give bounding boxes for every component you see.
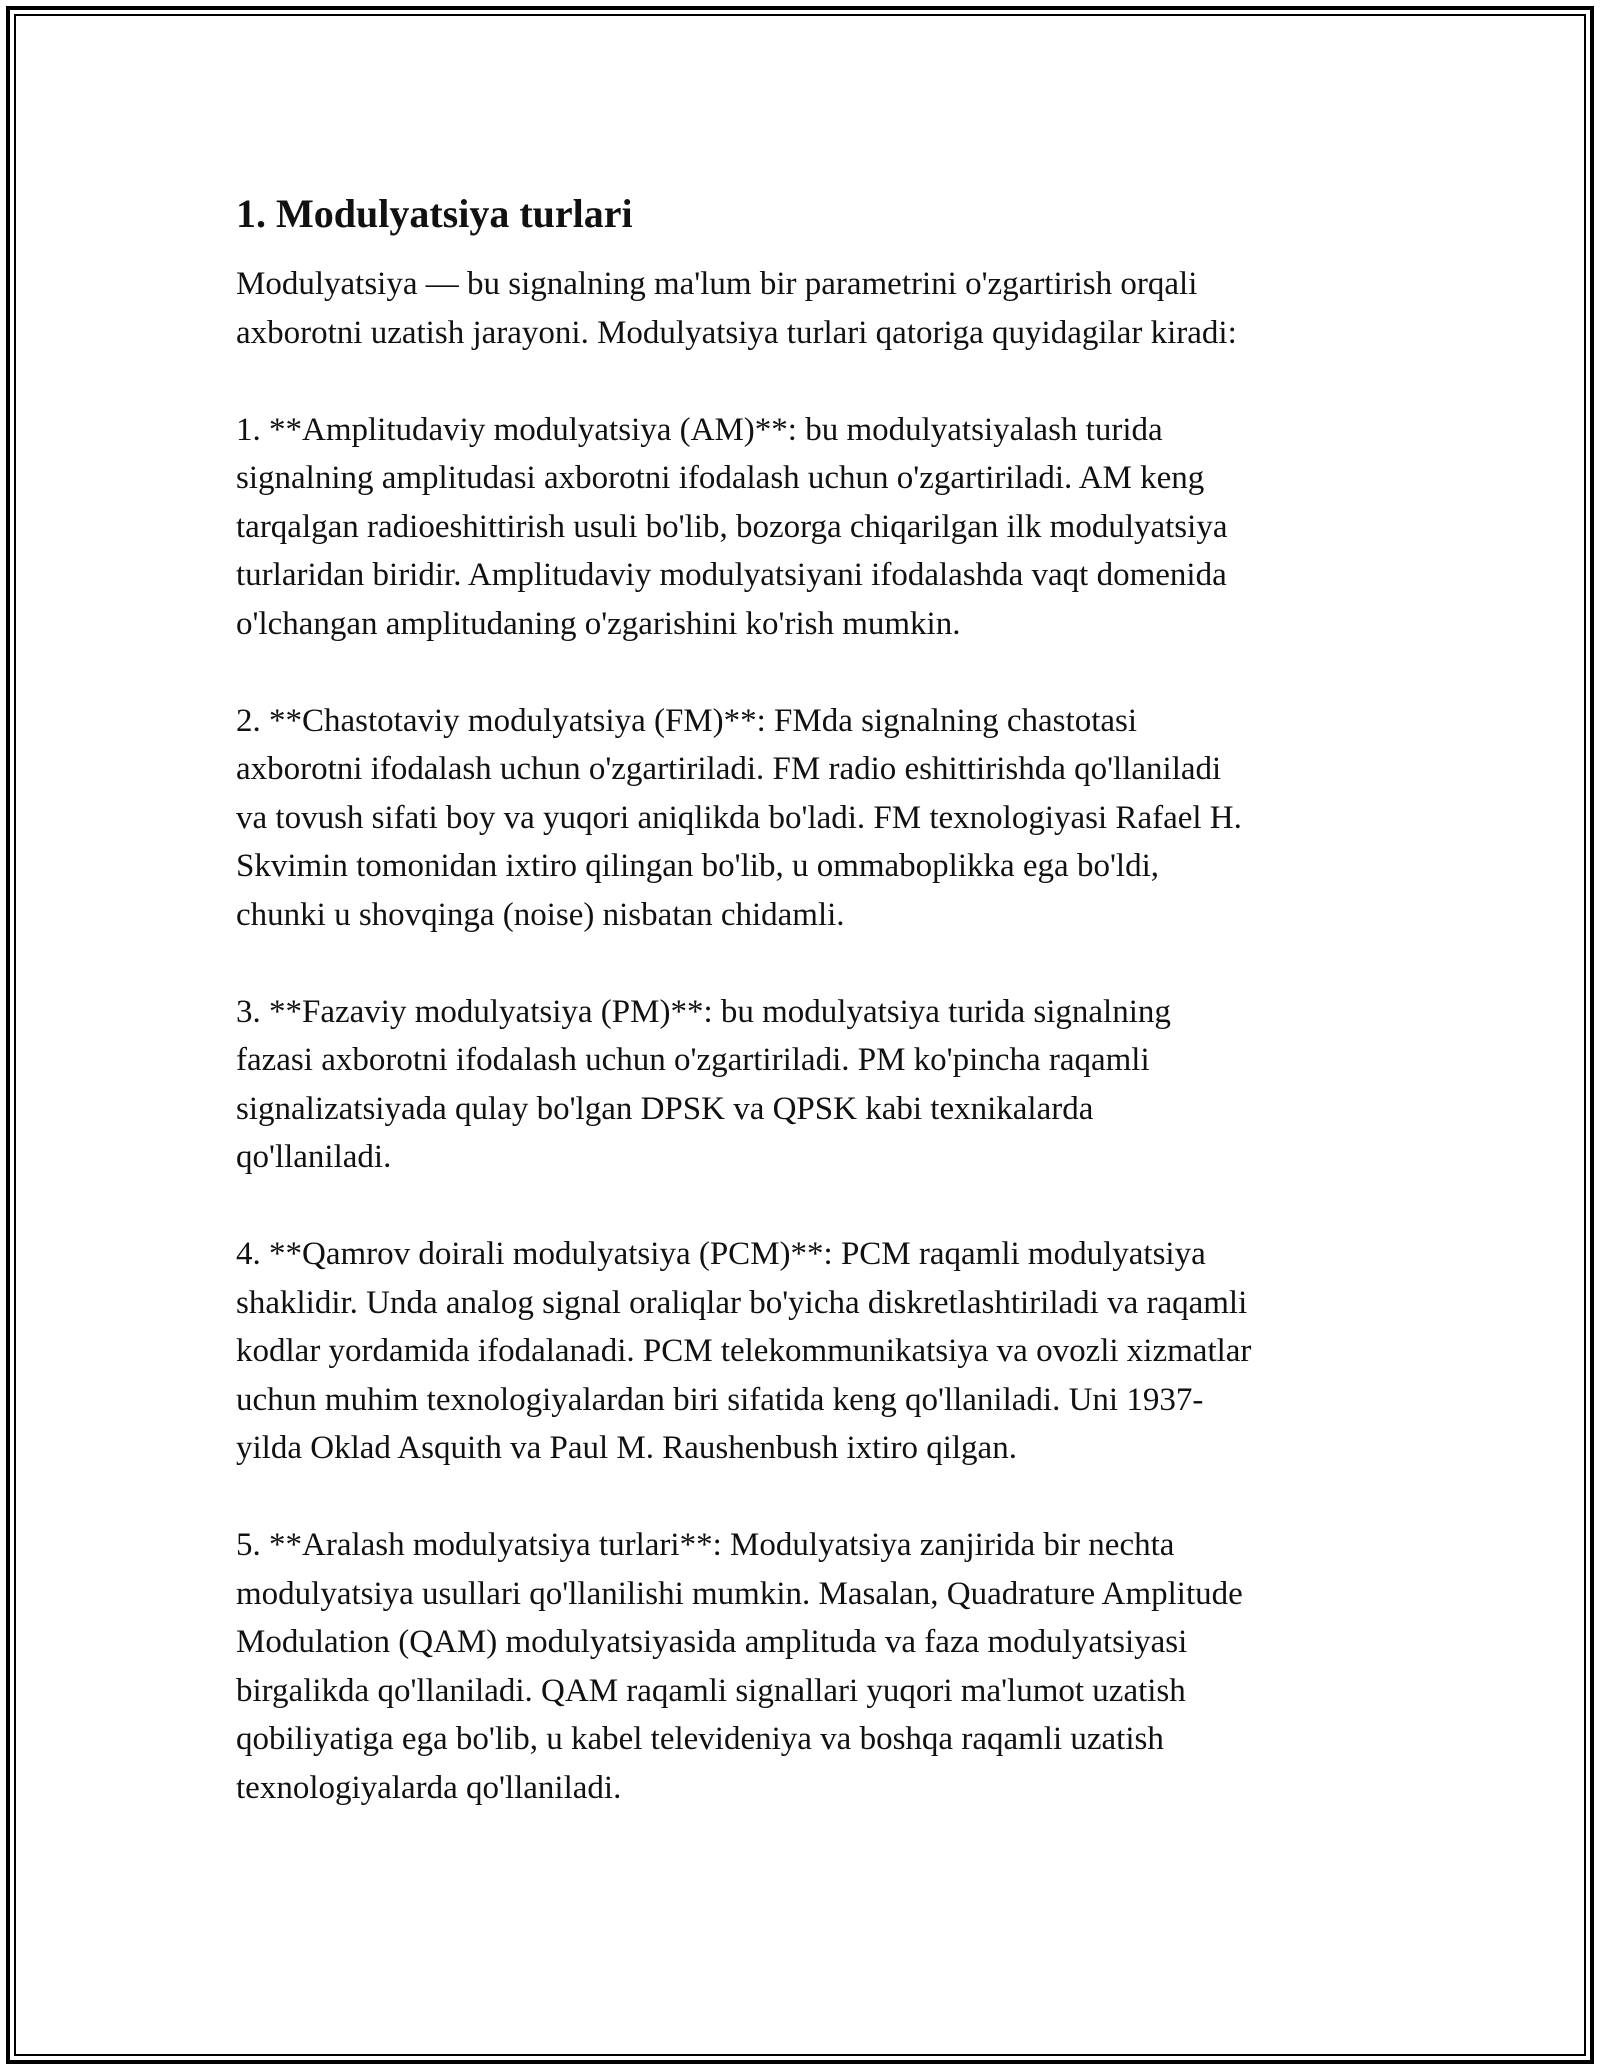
intro-paragraph: Modulyatsiya — bu signalning ma'lum bir parametrini o'zgartirish orqali axborotni uzatish jarayoni. Modulyatsiya turlari qatoriga quyidagilar kiradi: <box>236 266 1237 351</box>
document-body <box>236 186 1370 1861</box>
list-item-fm: 2. **Chastotaviy modulyatsiya (FM)**: FMda signalning chastotasi axborotni ifodalash uchun o'zgartiriladi. FM radio eshittirishda qo'llaniladi va tovush sifati boy va yuqori aniqlikda bo'ladi. FM texnologiyasi Rafael H. Skvimin tomonidan ixtiro qilingan bo'lib, u ommaboplikka ega bo'ldi, chunki u shovqinga (noise) nisbatan chidamli. <box>236 702 1242 933</box>
list-item-pcm: 4. **Qamrov doirali modulyatsiya (PCM)**: PCM raqamli modulyatsiya shaklidir. Unda analog signal oraliqlar bo'yicha diskretlashtiriladi va raqamli kodlar yordamida ifodalanadi. PCM telekommunikatsiya va ovozli xizmatlar uchun muhim texnologiyalardan biri sifatida keng qo'llaniladi. Uni 1937- yilda Oklad Asquith va Paul M. Raushenbush ixtiro qilgan. <box>236 1236 1252 1466</box>
list-item-mixed: 5. **Aralash modulyatsiya turlari**: Modulyatsiya zanjirida bir nechta modulyatsiya usullari qo'llanilishi mumkin. Masalan, Quadrature Amplitude Modulation (QAM) modulyatsiyasida amplituda va faza modulyatsiyasi birgalikda qo'llaniladi. QAM raqamli signallari yuqori ma'lumot uzatish qobiliyatiga ega bo'lib, u kabel televideniya va boshqa raqamli uzatish texnologiyalarda qo'llaniladi. <box>236 1527 1243 1806</box>
section-heading: 1. Modulyatsiya turlari <box>236 191 633 236</box>
list-item-pm: 3. **Fazaviy modulyatsiya (PM)**: bu modulyatsiya turida signalning fazasi axborotni ifodalash uchun o'zgartiriladi. PM ko'pincha raqamli signalizatsiyada qulay bo'lgan DPSK va QPSK kabi texnikalarda qo'llaniladi. <box>236 993 1171 1175</box>
list-item-am: 1. **Amplitudaviy modulyatsiya (AM)**: bu modulyatsiyalash turida signalning amplitudasi axborotni ifodalash uchun o'zgartiriladi. AM keng tarqalgan radioeshittirish usuli bo'lib, bozorga chiqarilgan ilk modulyatsiya turlaridan biridir. Amplitudaviy modulyatsiyani ifodalashda vaqt domenida o'lchangan amplitudaning o'zgarishini ko'rish mumkin. <box>236 411 1228 642</box>
